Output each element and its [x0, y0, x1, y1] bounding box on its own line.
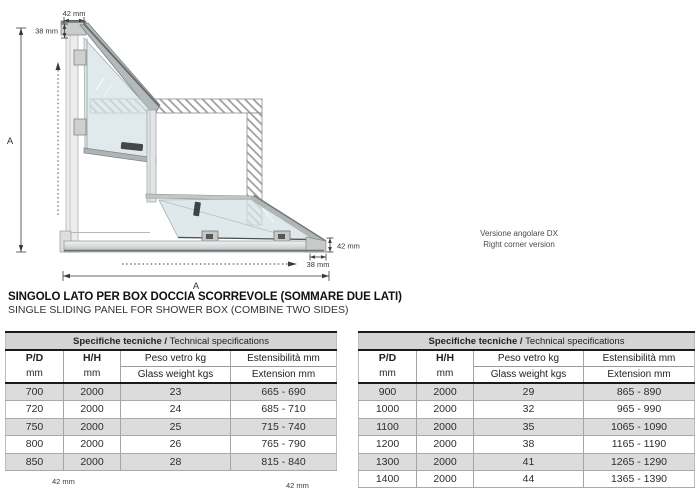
corner-post [147, 110, 156, 202]
roller-icon [202, 231, 218, 242]
table-row [359, 418, 695, 435]
table-cell: 1065 - 1090 [584, 418, 695, 435]
table-cell: 26 [121, 436, 231, 453]
dim-top-width-label: 42 mm [62, 9, 86, 18]
table-cell: 1265 - 1290 [584, 453, 695, 470]
table-row [6, 453, 337, 470]
section-header: Specifiche tecniche / Technical specifications [6, 332, 337, 350]
table-cell: 685 - 710 [231, 401, 337, 418]
table-cell: 35 [474, 418, 584, 435]
column-header-hh: H/H mm [64, 350, 121, 383]
caption-line2: Right corner version [483, 240, 555, 249]
table-cell: 715 - 740 [231, 418, 337, 435]
lower-glass-panel [146, 194, 326, 243]
table-cell: 1100 [359, 418, 417, 435]
table-cell: 2000 [417, 471, 474, 488]
column-header-row [359, 350, 695, 383]
table-cell: 32 [474, 401, 584, 418]
table-cell: 2000 [64, 436, 121, 453]
table-cell: 1165 - 1190 [584, 436, 695, 453]
column-header-pd: P/D mm [359, 350, 417, 383]
table-cell: 41 [474, 453, 584, 470]
table-cell: 720 [6, 401, 64, 418]
table-row [6, 383, 337, 401]
cutoff-dim-label: 42 mm [52, 477, 75, 486]
table-cell: 38 [474, 436, 584, 453]
column-header-glass-weight: Peso vetro kg Glass weight kgs [121, 350, 231, 383]
table-cell: 1400 [359, 471, 417, 488]
version-caption [480, 229, 558, 249]
spec-table-left [5, 331, 337, 471]
column-header-glass-weight: Peso vetro kg Glass weight kgs [474, 350, 584, 383]
section-header-row [359, 332, 695, 350]
table-cell: 25 [121, 418, 231, 435]
table-cell: 1300 [359, 453, 417, 470]
column-header-row [6, 350, 337, 383]
table-cell: 750 [6, 418, 64, 435]
table-cell: 850 [6, 453, 64, 470]
table-cell: 2000 [64, 383, 121, 401]
table-cell: 2000 [417, 401, 474, 418]
page-title-italian: SINGOLO LATO PER BOX DOCCIA SCORREVOLE (SOMMARE DUE LATI) [8, 291, 402, 303]
dim-left-depth-label: 38 mm [35, 26, 58, 36]
table-cell: 1365 - 1390 [584, 471, 695, 488]
roller-icon [274, 231, 290, 242]
table-cell: 2000 [64, 453, 121, 470]
table-cell: 865 - 890 [584, 383, 695, 401]
dim-right-depth-label: 38 mm [306, 260, 330, 269]
table-row [6, 418, 337, 435]
table-cell: 2000 [64, 418, 121, 435]
table-cell: 765 - 790 [231, 436, 337, 453]
page-title-english: SINGLE SLIDING PANEL FOR SHOWER BOX (COMBINE TWO SIDES) [8, 304, 349, 316]
table-row [359, 401, 695, 418]
column-header-hh: H/H mm [417, 350, 474, 383]
table-cell: 1200 [359, 436, 417, 453]
table-cell: 665 - 690 [231, 383, 337, 401]
table-row [359, 383, 695, 401]
table-cell: 2000 [417, 383, 474, 401]
table-cell: 29 [474, 383, 584, 401]
table-cell: 24 [121, 401, 231, 418]
table-row [359, 453, 695, 470]
spec-table-right [358, 331, 695, 488]
column-header-pd: P/D mm [6, 350, 64, 383]
table-cell: 965 - 990 [584, 401, 695, 418]
hinge-icon [74, 119, 86, 135]
cutoff-dim-label: 42 mm [286, 481, 309, 490]
dim-height-letter: A [6, 136, 14, 147]
column-header-extension: Estensibilità mm Extension mm [231, 350, 337, 383]
column-header-extension: Estensibilità mm Extension mm [584, 350, 695, 383]
table-row [6, 436, 337, 453]
table-cell: 2000 [64, 401, 121, 418]
table-cell: 28 [121, 453, 231, 470]
table-cell: 2000 [417, 418, 474, 435]
table-cell: 700 [6, 383, 64, 401]
table-cell: 2000 [417, 453, 474, 470]
table-row [359, 471, 695, 488]
table-cell: 800 [6, 436, 64, 453]
table-row [359, 436, 695, 453]
table-cell: 23 [121, 383, 231, 401]
section-header: Specifiche tecniche / Technical specifications [359, 332, 695, 350]
table-row [6, 401, 337, 418]
title-block [8, 291, 402, 316]
dim-width-letter: A [192, 281, 200, 291]
table-cell: 2000 [417, 436, 474, 453]
caption-line1: Versione angolare DX [480, 229, 558, 238]
table-cell: 900 [359, 383, 417, 401]
dim-right-height-label: 42 mm [337, 241, 360, 251]
table-cell: 815 - 840 [231, 453, 337, 470]
table-cell: 1000 [359, 401, 417, 418]
table-cell: 44 [474, 471, 584, 488]
hinge-icon [74, 50, 86, 65]
section-header-row [6, 332, 337, 350]
